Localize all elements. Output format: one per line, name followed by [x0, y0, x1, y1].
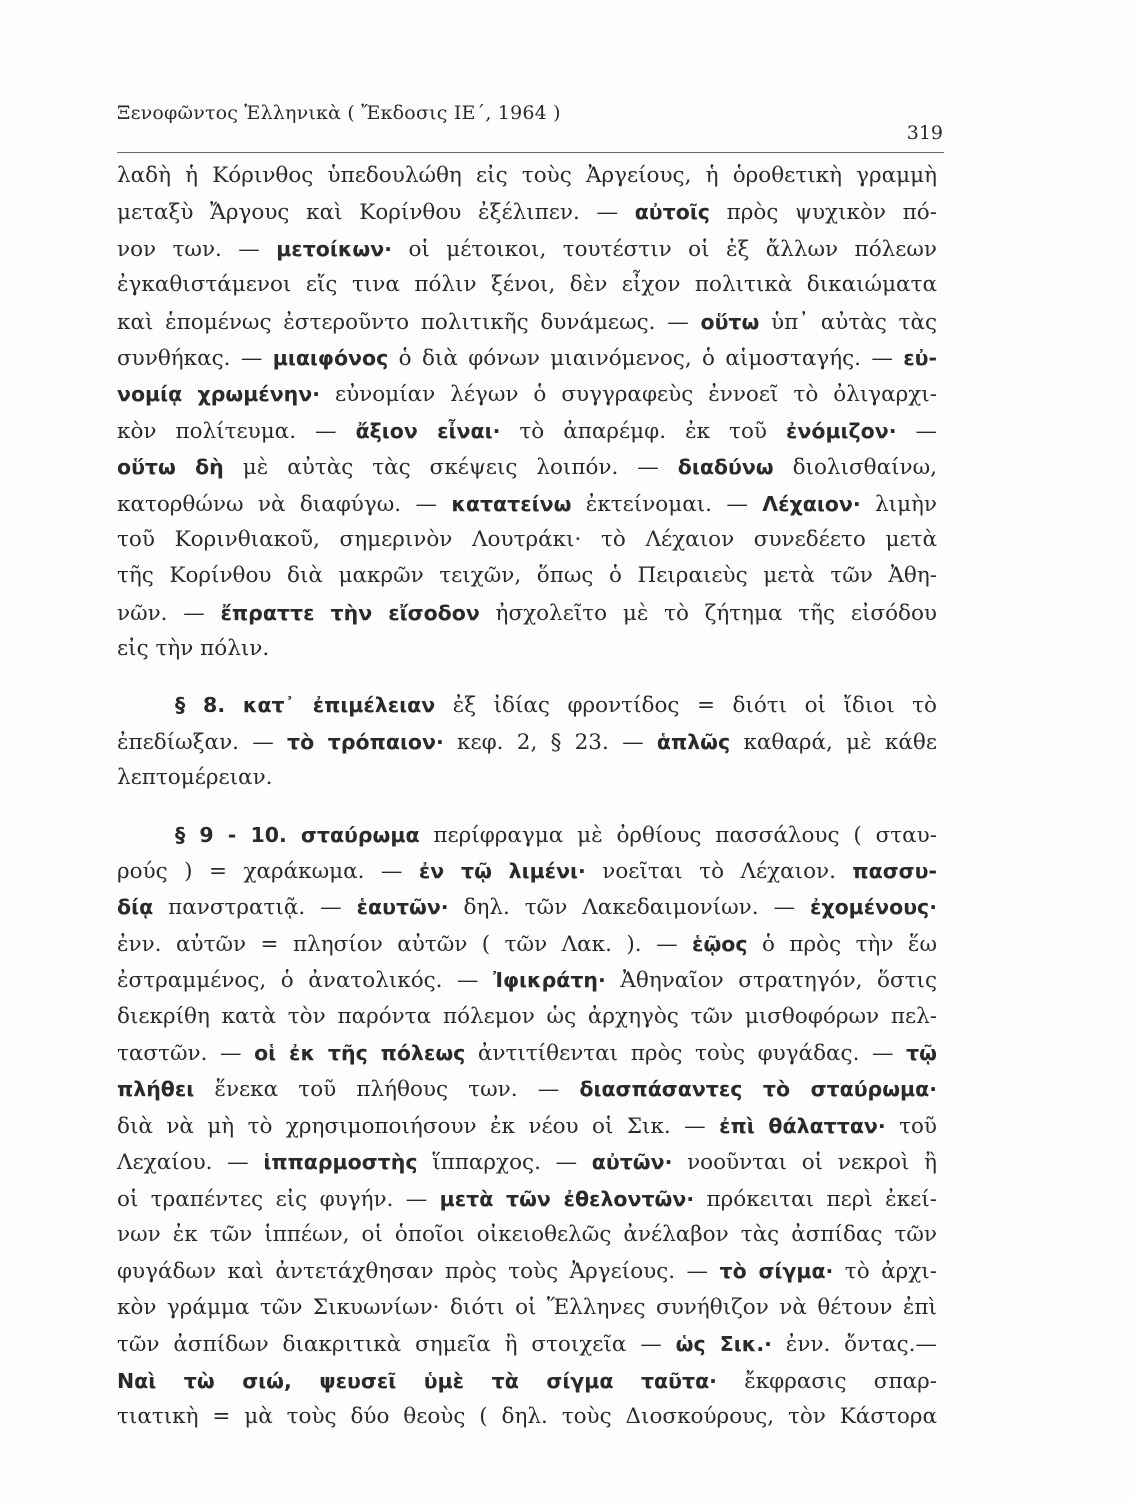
- gloss-text: μὲ αὐτὰς τὰς σκέψεις λοιπόν. —: [223, 455, 678, 481]
- gloss-text: ἐστραμμένος, ὁ ἀνατολικός. —: [117, 968, 494, 994]
- gloss-text: δηλ. τῶν Λακεδαιμονίων. —: [448, 895, 810, 921]
- gloss-text: οἱ μέτοικοι, τουτέστιν οἱ ἐξ ἄλλων πόλεων: [392, 236, 938, 262]
- gloss-text: Λεχαίου. —: [117, 1150, 264, 1176]
- lemma-term: διαδύνω: [677, 455, 774, 480]
- gloss-text: ἐνν. αὐτῶν = πλησίον αὐτῶν ( τῶν Λακ. ). —: [117, 931, 693, 957]
- text-line: [117, 1035, 937, 1071]
- lemma-term: μιαιφόνος: [272, 345, 389, 370]
- gloss-text: διολισθαίνω,: [773, 455, 937, 481]
- lemma-term: πλήθει: [117, 1077, 195, 1102]
- gloss-text: τὸ ἀρχι-: [833, 1259, 937, 1285]
- gloss-text: κεφ. 2, § 23. —: [443, 729, 657, 755]
- gloss-text: νῶν. —: [117, 600, 221, 626]
- gloss-text: λαδὴ ἡ Κόρινθος ὑπεδουλώθη εἰς τοὺς Ἀργείους, ἡ ὁροθετικὴ γραμμὴ: [117, 163, 937, 188]
- lemma-term: οἱ ἐκ τῆς πόλεως: [254, 1040, 466, 1065]
- text-line: [117, 1144, 937, 1180]
- gloss-text: ἐπεδίωξαν. —: [117, 729, 288, 755]
- gloss-text: πρόκειται περὶ ἐκεί-: [694, 1186, 937, 1212]
- text-line: [117, 376, 937, 412]
- gloss-text: συνθήκας. —: [117, 345, 273, 371]
- gloss-text: λεπτομέρειαν.: [117, 765, 273, 791]
- text-line: [117, 1217, 937, 1253]
- lemma-term: διασπάσαντες τὸ σταύρωμα·: [579, 1077, 937, 1102]
- gloss-text: νων ἐκ τῶν ἱππέων, οἱ ὁποῖοι οἰκειοθελῶς ἀνέλαβον τὰς ἀσπίδας τῶν: [117, 1221, 937, 1247]
- gloss-text: ὁ διὰ φόνων μιαινόμενος, ὁ αἱμοσταγής. —: [388, 345, 904, 371]
- header-title: Ξενοφῶντος Ἑλληνικὰ ( Ἔκδοσις ΙΕ΄, 1964 ): [117, 102, 561, 124]
- lemma-term: αὐτῶν·: [591, 1150, 673, 1175]
- gloss-text: ὑπ᾽ αὐτὰς τὰς: [759, 309, 937, 335]
- lemma-term: ἔπραττε τὴν εἴσοδον: [220, 600, 480, 625]
- gloss-text: κὸν πολίτευμα. —: [117, 418, 356, 444]
- text-line: [117, 1326, 937, 1362]
- gloss-text: τιατικὴ = μὰ τοὺς δύο θεοὺς ( δηλ. τοὺς Διοσκούρους, τὸν Κάστορα: [117, 1403, 937, 1429]
- gloss-text: ρούς ) = χαράκωμα. —: [117, 859, 419, 885]
- text-line: [117, 1181, 937, 1217]
- text-line: [117, 687, 937, 723]
- lemma-term: ἱππαρμοστὴς: [263, 1150, 418, 1175]
- gloss-text: νοοῦνται οἱ νεκροὶ ἢ: [672, 1150, 937, 1176]
- gloss-text: ἕνεκα τοῦ πλήθους των. —: [194, 1077, 580, 1103]
- text-line: [117, 158, 937, 194]
- text-line: [117, 449, 937, 485]
- gloss-text: νον των. —: [117, 236, 277, 262]
- text-line: [117, 413, 937, 449]
- text-line: [117, 1108, 937, 1144]
- lemma-term: τὸ τρόπαιον·: [287, 729, 444, 754]
- text-line: [117, 231, 937, 267]
- gloss-text: τοῦ: [885, 1113, 938, 1139]
- gloss-text: καθαρά, μὲ κάθε: [730, 729, 937, 755]
- lemma-term: ἐνόμιζον·: [786, 418, 897, 443]
- gloss-text: ἠσχολεῖτο μὲ τὸ ζήτημα τῆς εἰσόδου: [479, 600, 937, 626]
- text-line: [117, 760, 937, 796]
- text-line: [117, 1399, 937, 1435]
- lemma-term: μετοίκων·: [276, 236, 393, 261]
- text-line: [117, 558, 937, 594]
- text-line: [117, 522, 937, 558]
- gloss-text: —: [896, 418, 938, 444]
- lemma-term: ὡς Σικ.·: [675, 1332, 772, 1357]
- text-line: [117, 267, 937, 303]
- lemma-term: μετὰ τῶν ἐθελοντῶν·: [439, 1186, 695, 1211]
- gloss-text: Ἀθηναῖον στρατηγόν, ὅστις: [605, 968, 938, 994]
- lemma-term: νομίᾳ χρωμένην·: [117, 382, 321, 407]
- gloss-text: ἐγκαθιστάμενοι εἴς τινα πόλιν ξένοι, δὲν εἶχον πολιτικὰ δικαιώματα: [117, 272, 937, 298]
- text-line: [117, 999, 937, 1035]
- lemma-term: Λέχαιον·: [762, 491, 861, 516]
- text-line: [117, 304, 937, 340]
- gloss-text: πανστρατιᾷ. —: [153, 895, 357, 921]
- gloss-text: οἱ τραπέντες εἰς φυγήν. —: [117, 1186, 440, 1212]
- text-line: [117, 853, 937, 889]
- lemma-term: τῷ: [906, 1040, 937, 1065]
- lemma-term: τὸ σίγμα·: [719, 1259, 834, 1284]
- gloss-text: πρὸς ψυχικὸν πό-: [709, 200, 937, 226]
- lemma-term: πασσυ-: [852, 859, 937, 884]
- gloss-text: ἀντιτίθενται πρὸς τοὺς φυγάδας. —: [465, 1040, 907, 1066]
- text-line: [117, 724, 937, 760]
- gloss-text: καὶ ἑπομένως ἐστεροῦντο πολιτικῆς δυνάμεως. —: [117, 309, 701, 335]
- gloss-text: εὐνομίαν λέγων ὁ συγγραφεὺς ἐννοεῖ τὸ ὀλιγαρχι-: [320, 382, 937, 408]
- gloss-text: κατορθώνω νὰ διαφύγω. —: [117, 491, 452, 517]
- text-line: [117, 486, 937, 522]
- lemma-term: δίᾳ: [117, 895, 154, 920]
- gloss-text: ἐξ ἰδίας φροντίδος = διότι οἱ ἴδιοι τὸ: [435, 693, 937, 719]
- gloss-text: φυγάδων καὶ ἀντετάχθησαν πρὸς τοὺς Ἀργείους. —: [117, 1259, 720, 1285]
- gloss-text: κὸν γράμμα τῶν Σικυωνίων· διότι οἱ Ἕλληνες συνήθιζον νὰ θέτουν ἐπὶ: [117, 1294, 937, 1320]
- lemma-term: κατατείνω: [451, 491, 572, 516]
- text-line: [117, 1253, 937, 1289]
- lemma-term: ἐπὶ θάλατταν·: [719, 1113, 886, 1138]
- lemma-term: οὕτω: [700, 309, 760, 334]
- text-line: [117, 340, 937, 376]
- gloss-text: νοεῖται τὸ Λέχαιον.: [585, 859, 853, 885]
- gloss-text: τοῦ Κορινθιακοῦ, σημερινὸν Λουτράκι· τὸ Λέχαιον συνεδέετο μετὰ: [117, 526, 937, 552]
- lemma-term: ἐχομένους·: [809, 895, 937, 920]
- gloss-text: τὸ ἀπαρέμφ. ἐκ τοῦ: [500, 418, 786, 444]
- text-line: [117, 194, 937, 230]
- lemma-term: ἑῷος: [692, 931, 748, 956]
- lemma-term: οὕτω δὴ: [117, 455, 224, 480]
- lemma-term: ἑαυτῶν·: [356, 895, 449, 920]
- text-line: [117, 595, 937, 631]
- header-rule: [117, 152, 944, 153]
- gloss-text: εἰς τὴν πόλιν.: [117, 636, 270, 662]
- gloss-text: ταστῶν. —: [117, 1040, 255, 1066]
- lemma-term: ἐν τῷ λιμένι·: [418, 859, 586, 884]
- page-number: 319: [906, 122, 943, 144]
- text-line: [117, 817, 937, 853]
- lemma-term: Ναὶ τὼ σιώ, ψευσεῖ ὑμὲ τὰ σίγμα ταῦτα·: [117, 1368, 717, 1393]
- gloss-text: διεκρίθη κατὰ τὸν παρόντα πόλεμον ὡς ἀρχηγὸς τῶν μισθοφόρων πελ-: [117, 1003, 937, 1029]
- gloss-text: περίφραγμα μὲ ὀρθίους πασσάλους ( σταυ-: [419, 822, 938, 848]
- running-header: [117, 100, 947, 144]
- gloss-text: ἔκφρασις σπαρ-: [716, 1368, 937, 1394]
- gloss-text: τῶν ἀσπίδων διακριτικὰ σημεῖα ἢ στοιχεῖα —: [117, 1332, 676, 1358]
- gloss-text: μεταξὺ Ἄργους καὶ Κορίνθου ἐξέλιπεν. —: [117, 200, 635, 226]
- gloss-text: ἵππαρχος. —: [417, 1150, 592, 1176]
- gloss-text: διὰ νὰ μὴ τὸ χρησιμοποιήσουν ἐκ νέου οἱ Σικ. —: [117, 1113, 720, 1139]
- gloss-text: ἐκτείνομαι. —: [571, 491, 763, 517]
- text-line: [117, 926, 937, 962]
- lemma-term: § 9 - 10. σταύρωμα: [175, 822, 420, 847]
- lemma-term: § 8. κατ᾽ ἐπιμέλειαν: [175, 693, 436, 718]
- gloss-text: ὁ πρὸς τὴν ἕω: [747, 931, 937, 957]
- lemma-term: Ἰφικράτη·: [493, 968, 606, 993]
- lemma-term: αὐτοῖς: [634, 200, 710, 225]
- text-line: [117, 631, 937, 667]
- commentary-text: [117, 158, 937, 1435]
- lemma-term: ἁπλῶς: [656, 729, 731, 754]
- text-line: [117, 1290, 937, 1326]
- gloss-text: ἐνν. ὄντας.—: [771, 1332, 937, 1358]
- gloss-text: λιμὴν: [860, 491, 937, 517]
- text-line: [117, 889, 937, 925]
- text-line: [117, 962, 937, 998]
- lemma-term: ἄξιον εἶναι·: [355, 418, 501, 443]
- gloss-text: τῆς Κορίνθου διὰ μακρῶν τειχῶν, ὅπως ὁ Πειραιεὺς μετὰ τῶν Ἀθη-: [117, 563, 937, 589]
- lemma-term: εὐ-: [903, 345, 937, 370]
- text-line: [117, 1071, 937, 1107]
- text-line: [117, 1363, 937, 1399]
